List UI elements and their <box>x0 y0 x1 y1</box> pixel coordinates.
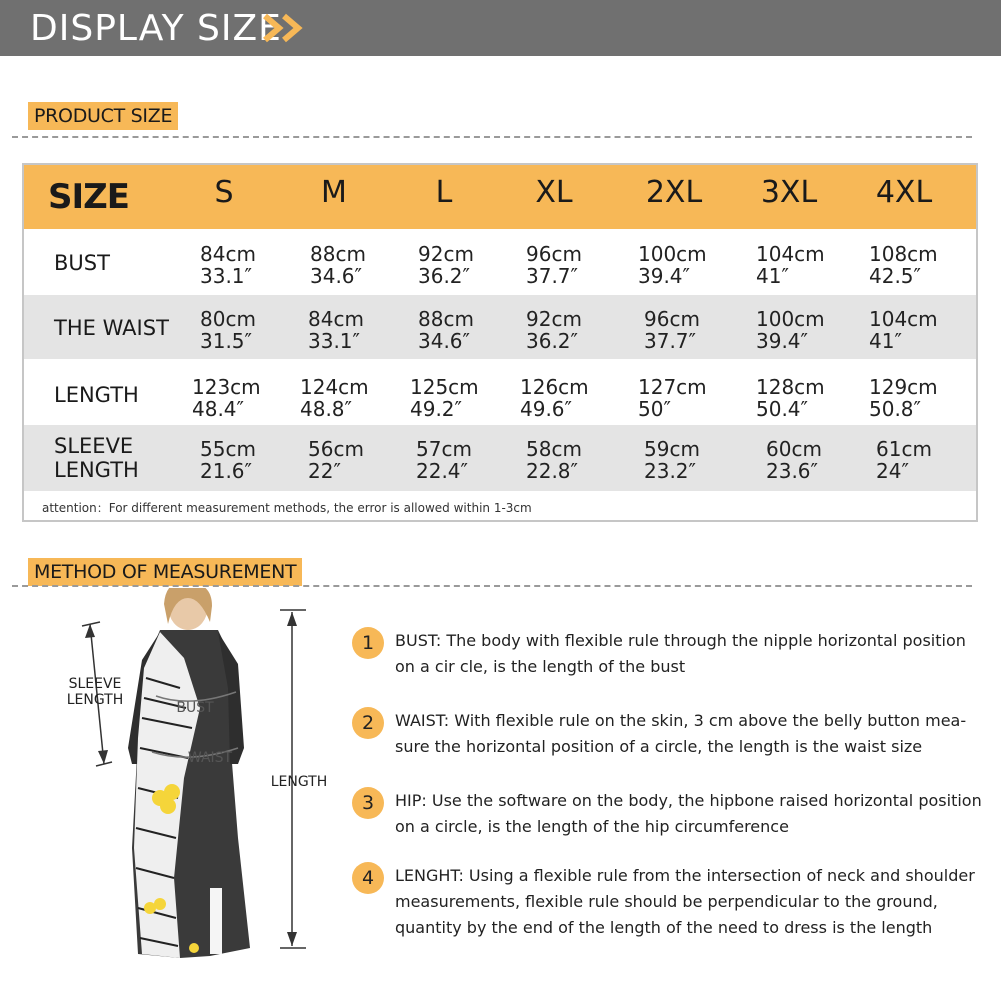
table-cell: 92cm 36.2″ <box>526 307 582 353</box>
table-cell: 127cm 50″ <box>638 375 707 421</box>
size-4xl: 4XL <box>875 175 933 210</box>
table-cell: 104cm 41″ <box>869 307 938 353</box>
table-cell: 80cm 31.5″ <box>200 307 256 353</box>
size-xl: XL <box>535 175 573 210</box>
step-description: BUST: The body with flexible rule through the nipple horizontal position on a cir cle, is the length of the bust <box>395 631 966 676</box>
length-label: LENGTH <box>270 774 328 790</box>
row-label: THE WAIST <box>54 316 169 340</box>
table-cell: 96cm 37.7″ <box>526 242 582 288</box>
product-size-label: PRODUCT SIZE <box>28 102 178 130</box>
table-cell: 57cm 22.4″ <box>416 437 472 483</box>
divider <box>12 585 972 587</box>
size-table <box>22 163 978 522</box>
table-header <box>24 165 976 229</box>
dress-illustration <box>60 588 350 998</box>
step-number-badge: 1 <box>352 627 384 659</box>
table-cell: 100cm 39.4″ <box>756 307 825 353</box>
table-cell: 58cm 22.8″ <box>526 437 582 483</box>
size-2xl: 2XL <box>645 175 703 210</box>
table-cell: 60cm 23.6″ <box>766 437 822 483</box>
table-cell: 96cm 37.7″ <box>644 307 700 353</box>
step-number-badge: 4 <box>352 862 384 894</box>
table-cell: 56cm 22″ <box>308 437 364 483</box>
page-title: DISPLAY SIZE <box>30 8 282 49</box>
table-cell: 100cm 39.4″ <box>638 242 707 288</box>
size-column-header: SIZE <box>48 177 130 217</box>
size-m: M <box>321 175 347 210</box>
table-cell: 108cm 42.5″ <box>869 242 938 288</box>
table-cell: 84cm 33.1″ <box>200 242 256 288</box>
table-row-length <box>24 359 976 425</box>
table-cell: 59cm 23.2″ <box>644 437 700 483</box>
table-row-waist <box>24 295 976 359</box>
table-row-sleeve-length <box>24 425 976 491</box>
divider <box>12 136 972 138</box>
size-l: L <box>435 175 453 210</box>
bust-label: BUST <box>176 700 214 716</box>
double-chevron-right-icon <box>262 13 308 43</box>
step-description: HIP: Use the software on the body, the hipbone raised horizontal position on a circle, is the length of the hip circumference <box>395 791 982 836</box>
method-label: METHOD OF MEASUREMENT <box>28 558 302 586</box>
waist-label: WAIST <box>187 750 233 766</box>
table-cell: 126cm 49.6″ <box>520 375 589 421</box>
table-cell: 124cm 48.8″ <box>300 375 369 421</box>
table-cell: 88cm 34.6″ <box>310 242 366 288</box>
step-description: LENGHT: Using a flexible rule from the intersection of neck and shoulder measurements, flexible rule should be perpendicular to the ground, quantity by the end of the length of the need to dress is the length <box>395 866 975 937</box>
sleeve-length-label: SLEEVE LENGTH <box>66 676 124 708</box>
step-number-badge: 2 <box>352 707 384 739</box>
size-3xl: 3XL <box>760 175 818 210</box>
table-cell: 61cm 24″ <box>876 437 932 483</box>
table-cell: 128cm 50.4″ <box>756 375 825 421</box>
table-cell: 104cm 41″ <box>756 242 825 288</box>
table-cell: 129cm 50.8″ <box>869 375 938 421</box>
row-label: SLEEVE LENGTH <box>54 434 139 482</box>
table-cell: 88cm 34.6″ <box>418 307 474 353</box>
table-cell: 92cm 36.2″ <box>418 242 474 288</box>
row-label: LENGTH <box>54 383 139 407</box>
table-cell: 123cm 48.4″ <box>192 375 261 421</box>
row-label: BUST <box>54 251 110 275</box>
table-cell: 125cm 49.2″ <box>410 375 479 421</box>
table-cell: 84cm 33.1″ <box>308 307 364 353</box>
size-s: S <box>214 175 234 210</box>
measurement-figure <box>60 588 350 998</box>
table-row-bust <box>24 229 976 295</box>
attention-note: attention：For different measurement methods, the error is allowed within 1-3cm <box>42 501 532 515</box>
step-number-badge: 3 <box>352 787 384 819</box>
table-cell: 55cm 21.6″ <box>200 437 256 483</box>
step-description: WAIST: With flexible rule on the skin, 3 cm above the belly button mea- sure the horizontal position of a circle, the length is the waist size <box>395 711 967 756</box>
